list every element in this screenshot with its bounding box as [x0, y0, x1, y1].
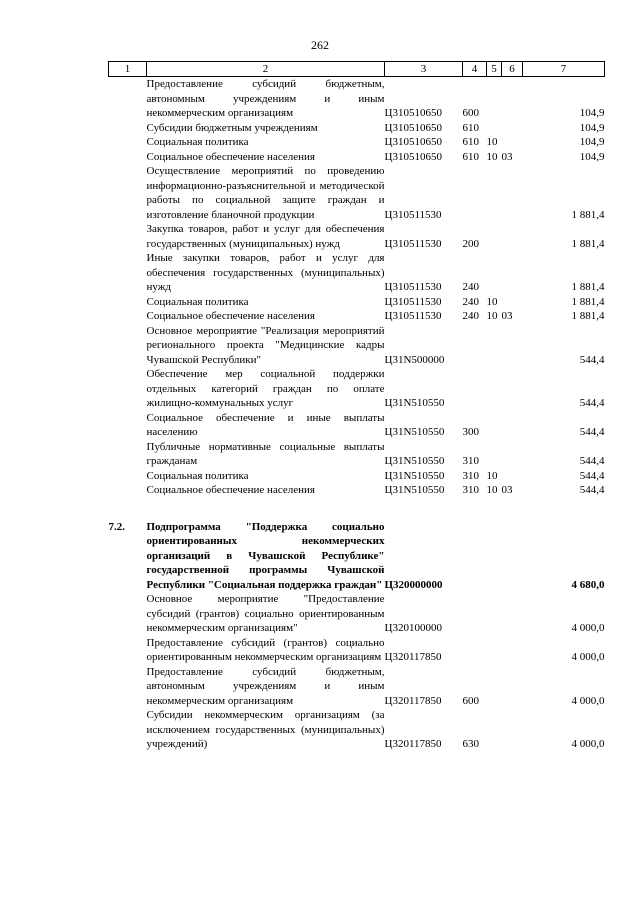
section-code [487, 77, 502, 121]
table-body [109, 77, 605, 752]
subsection-code [502, 324, 523, 368]
amount-value: 4 000,0 [571, 738, 605, 750]
amount-value: 544,4 [579, 353, 605, 366]
subsection-code: 03 [501, 310, 513, 322]
amount-value: 1 881,4 [571, 295, 605, 308]
amount-value: 104,9 [579, 150, 605, 163]
row-name: Социальное обеспечение населения [146, 310, 315, 322]
expense-type-group: 310 [462, 484, 479, 496]
subsection-code [502, 708, 523, 752]
header-col-5: 5 [487, 62, 502, 77]
target-article-code: Ц31N510550 [384, 469, 445, 482]
expense-type-group [463, 636, 487, 665]
amount-value: 1 881,4 [571, 208, 605, 221]
row-name: Основное мероприятие "Предоставление субсидий (грантов) социально ориентированным некоммерческим организациям" [146, 593, 385, 634]
spacer-cell [147, 498, 385, 520]
amount-value: 1 881,4 [571, 281, 605, 293]
target-article-code: Ц310510650 [384, 136, 442, 148]
spacer-cell [502, 498, 523, 520]
subsection-code [502, 121, 523, 136]
subsection-code [502, 636, 523, 665]
amount-value: 544,4 [579, 484, 605, 496]
table-row [109, 469, 605, 484]
expense-type-group: 600 [462, 694, 479, 707]
target-article-code: Ц310511530 [384, 237, 442, 250]
target-article-code: Ц310510650 [384, 150, 442, 163]
header-col-2: 2 [147, 62, 385, 77]
amount-value: 4 000,0 [571, 651, 605, 663]
subsection-code [502, 469, 523, 484]
expense-type-group: 310 [462, 469, 479, 482]
spacer-cell [523, 498, 605, 520]
row-number [109, 483, 147, 498]
header-col-3: 3 [385, 62, 463, 77]
subsection-code [502, 665, 523, 709]
expense-type-group [463, 164, 487, 222]
section-code: 10 [486, 150, 498, 163]
row-name: Осуществление мероприятий по проведению информационно-разъяснительной и методической работы по социальной защите граждан и изготовление бланочной продукции [146, 165, 385, 221]
row-number [109, 665, 147, 709]
spacer-cell [109, 498, 147, 520]
row-number [109, 309, 147, 324]
table-row [109, 483, 605, 498]
target-article-code: Ц31N510550 [384, 455, 445, 467]
row-name: Предоставление субсидий бюджетным, автономным учреждениям и иным некоммерческим организациям [146, 665, 385, 707]
section-code [487, 636, 502, 665]
expense-type-group: 600 [462, 107, 479, 119]
target-article-code: Ц310511530 [384, 310, 442, 322]
row-name: Социальная политика [146, 136, 249, 148]
section-code [487, 222, 502, 251]
subsection-code [502, 440, 523, 469]
row-number [109, 150, 147, 165]
section-code: 10 [486, 136, 498, 148]
target-article-code: Ц310511530 [384, 295, 442, 308]
row-number [109, 592, 147, 636]
target-article-code: Ц320117850 [384, 738, 442, 750]
table-row [109, 324, 605, 368]
section-code: 10 [486, 310, 498, 322]
header-col-4: 4 [463, 62, 487, 77]
table-row [109, 251, 605, 295]
row-name: Социальное обеспечение и иные выплаты населению [146, 411, 385, 438]
subsection-code: 03 [501, 150, 513, 163]
target-article-code: Ц310510650 [384, 121, 442, 134]
target-article-code: Ц31N500000 [384, 353, 445, 366]
table-row [109, 520, 605, 593]
expense-type-group: 240 [462, 295, 479, 308]
expense-type-group [463, 520, 487, 593]
amount-value: 104,9 [579, 107, 605, 119]
page-number: 262 [311, 38, 329, 52]
section-code: 10 [486, 469, 498, 482]
header-col-1: 1 [109, 62, 147, 77]
subsection-code [502, 295, 523, 310]
amount-value: 104,9 [579, 121, 605, 134]
table-row [109, 665, 605, 709]
section-code: 10 [486, 295, 498, 308]
amount-value: 544,4 [579, 469, 605, 482]
table-row [109, 121, 605, 136]
expense-type-group [463, 324, 487, 368]
table-row [109, 708, 605, 752]
table-header [109, 62, 605, 77]
amount-value: 544,4 [579, 397, 605, 409]
row-number [109, 440, 147, 469]
row-number [109, 469, 147, 484]
expense-type-group: 310 [462, 455, 479, 467]
row-number [109, 222, 147, 251]
subsection-code [502, 592, 523, 636]
row-number: 7.2. [108, 520, 125, 533]
amount-value: 4 000,0 [571, 694, 605, 707]
target-article-code: Ц310511530 [384, 281, 442, 293]
row-number [109, 164, 147, 222]
expense-type-group: 610 [462, 121, 479, 134]
target-article-code: Ц320000000 [384, 578, 443, 591]
table-row [109, 135, 605, 150]
row-name: Обеспечение мер социальной поддержки отдельных категорий граждан по оплате жилищно-коммунальных услуг [146, 368, 385, 409]
row-name: Иные закупки товаров, работ и услуг для обеспечения государственных (муниципальных) нужд [146, 252, 385, 293]
spacer-cell [487, 498, 502, 520]
row-number [109, 411, 147, 440]
target-article-code: Ц31N510550 [384, 484, 445, 496]
row-number [109, 708, 147, 752]
row-number [109, 295, 147, 310]
amount-value: 104,9 [579, 136, 605, 148]
amount-value: 1 881,4 [571, 237, 605, 250]
amount-value: 544,4 [579, 426, 605, 438]
row-number [109, 367, 147, 411]
target-article-code: Ц31N510550 [384, 426, 445, 438]
section-code [487, 592, 502, 636]
target-article-code: Ц310510650 [384, 107, 442, 119]
subsection-code [502, 135, 523, 150]
expense-type-group [463, 367, 487, 411]
expense-type-group: 300 [462, 426, 479, 438]
expense-type-group: 610 [462, 150, 479, 163]
spacer-cell [463, 498, 487, 520]
target-article-code: Ц320117850 [384, 651, 442, 663]
section-code [487, 411, 502, 440]
row-name: Социальная политика [146, 469, 249, 482]
row-name: Предоставление субсидий (грантов) социально ориентированным некоммерческим организациям [146, 636, 385, 663]
target-article-code: Ц31N510550 [384, 397, 445, 409]
table-row [109, 295, 605, 310]
subsection-code [502, 367, 523, 411]
subsection-code [502, 222, 523, 251]
spacer-row [109, 498, 605, 520]
table-row [109, 77, 605, 121]
expense-type-group [463, 592, 487, 636]
amount-value: 4 000,0 [571, 622, 605, 634]
row-name: Субсидии некоммерческим организациям (за исключением государственных (муниципальных) учреждений) [146, 709, 385, 750]
row-number [109, 251, 147, 295]
table-row [109, 411, 605, 440]
table-row [109, 440, 605, 469]
section-code [487, 324, 502, 368]
table-row [109, 636, 605, 665]
expense-type-group: 610 [462, 136, 479, 148]
section-code [487, 440, 502, 469]
table-row [109, 150, 605, 165]
target-article-code: Ц320100000 [384, 622, 442, 634]
spacer-cell [385, 498, 463, 520]
table-row [109, 222, 605, 251]
table-row [109, 367, 605, 411]
row-number [109, 121, 147, 136]
row-name: Закупка товаров, работ и услуг для обеспечения государственных (муниципальных) нужд [146, 223, 385, 250]
amount-value: 4 680,0 [571, 578, 605, 591]
section-code [487, 251, 502, 295]
section-code [487, 665, 502, 709]
section-code [487, 164, 502, 222]
expense-type-group: 200 [462, 237, 479, 250]
subsection-code [502, 251, 523, 295]
table-row [109, 164, 605, 222]
subsection-code [502, 411, 523, 440]
amount-value: 544,4 [579, 455, 605, 467]
header-col-7: 7 [523, 62, 605, 77]
row-name: Субсидии бюджетным учреждениям [146, 121, 318, 134]
expense-type-group: 240 [462, 310, 479, 322]
expense-type-group: 630 [462, 738, 479, 750]
section-code [487, 520, 502, 593]
amount-value: 1 881,4 [571, 310, 605, 322]
section-code: 10 [486, 484, 498, 496]
subsection-code [502, 77, 523, 121]
row-number [109, 135, 147, 150]
row-name: Подпрограмма "Поддержка социально ориентированных некоммерческих организаций в Чувашской Республике" государственной программы Чувашской Республики "Социальная поддержка граждан" [146, 520, 385, 591]
table-row [109, 592, 605, 636]
expense-type-group: 240 [462, 281, 479, 293]
row-number [109, 636, 147, 665]
section-code [487, 708, 502, 752]
budget-table [108, 61, 605, 752]
target-article-code: Ц320117850 [384, 694, 442, 707]
row-name: Основное мероприятие "Реализация мероприятий регионального проекта "Медицинские кадры Чувашской Республики" [146, 324, 385, 366]
row-name: Социальное обеспечение населения [146, 484, 315, 496]
section-code [487, 367, 502, 411]
table-row [109, 309, 605, 324]
row-name: Предоставление субсидий бюджетным, автономным учреждениям и иным некоммерческим организациям [146, 78, 385, 119]
row-number [109, 77, 147, 121]
row-name: Публичные нормативные социальные выплаты гражданам [146, 440, 385, 467]
target-article-code: Ц310511530 [384, 208, 442, 221]
subsection-code [502, 520, 523, 593]
header-col-6: 6 [502, 62, 523, 77]
row-number [109, 324, 147, 368]
row-name: Социальная политика [146, 295, 249, 308]
subsection-code: 03 [501, 484, 513, 496]
row-name: Социальное обеспечение населения [146, 150, 315, 163]
section-code [487, 121, 502, 136]
subsection-code [502, 164, 523, 222]
